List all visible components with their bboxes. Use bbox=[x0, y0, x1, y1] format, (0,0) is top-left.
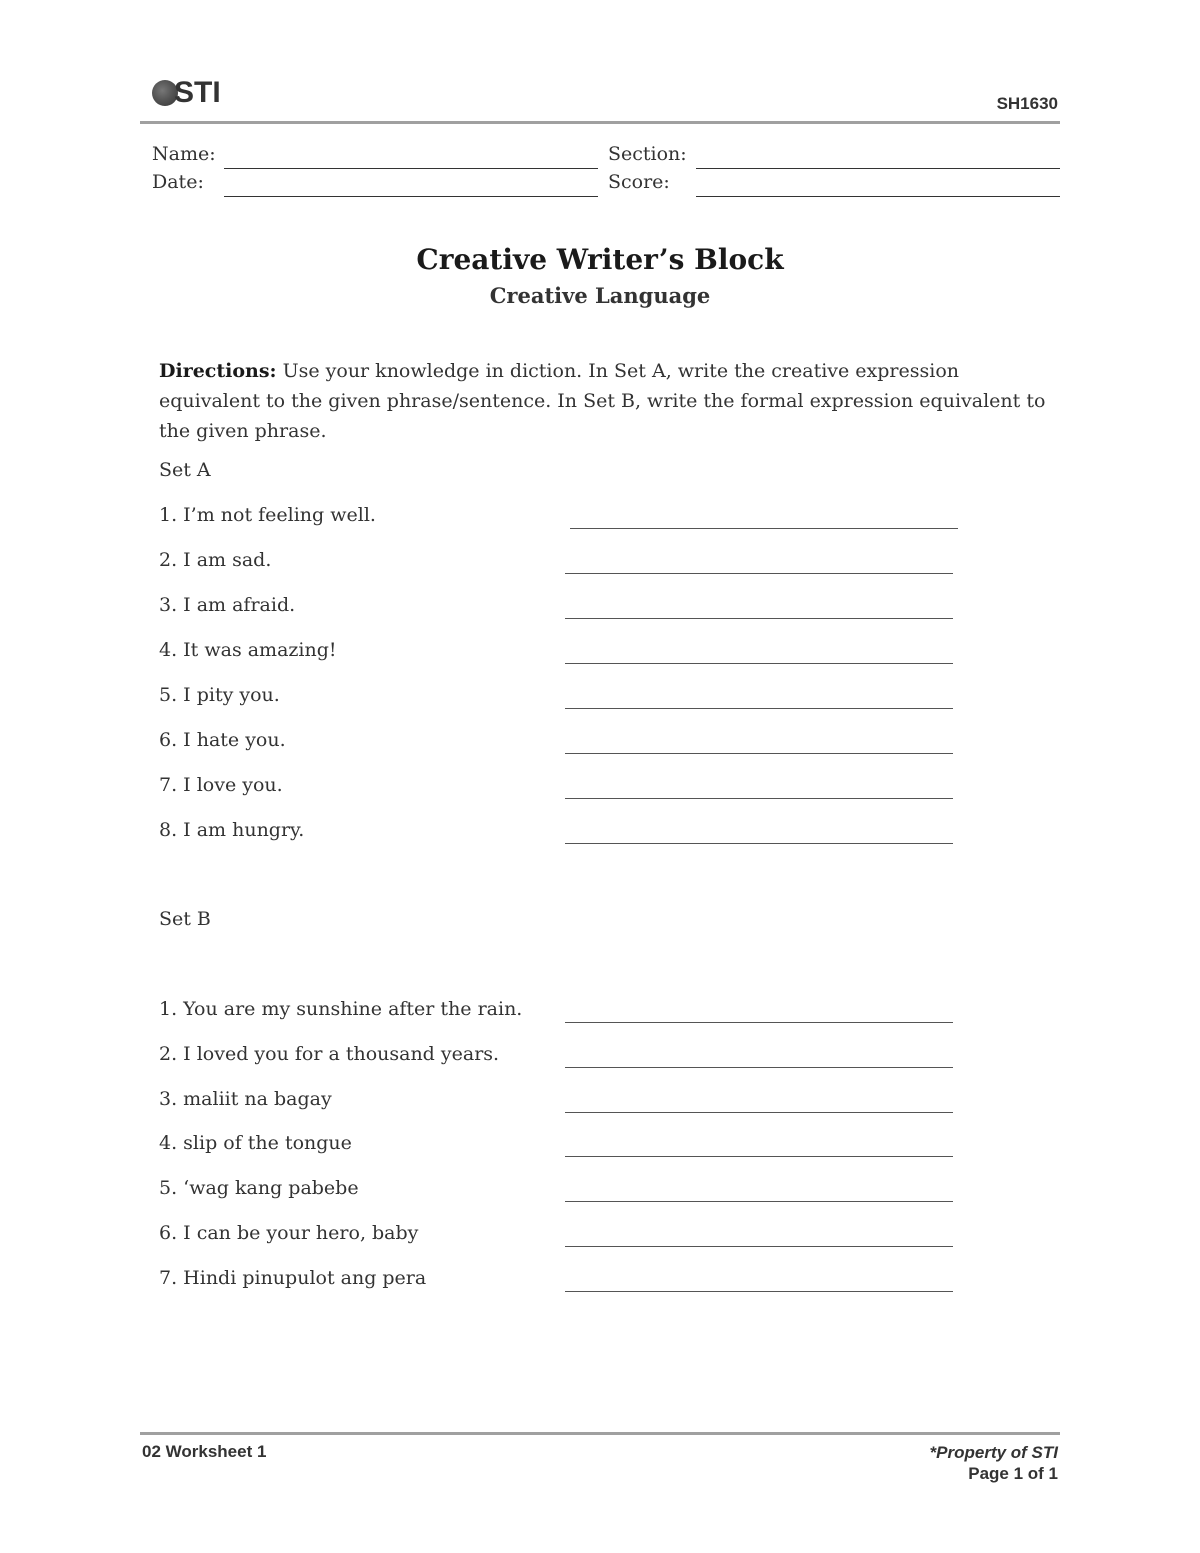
name-field[interactable] bbox=[224, 168, 598, 169]
directions bbox=[159, 356, 1059, 446]
page-subtitle: Creative Language bbox=[489, 283, 711, 308]
set-a-answer-blank[interactable] bbox=[565, 753, 953, 754]
section-label: Section: bbox=[608, 143, 687, 165]
footer-property: *Property of STI bbox=[929, 1443, 1058, 1462]
set-b-answer-blank[interactable] bbox=[565, 1291, 953, 1292]
set-b-item: 5. ‘wag kang pabebe bbox=[159, 1177, 359, 1199]
directions-text: Use your knowledge in diction. In Set A, write the creative expression equivalent to the given phrase/sentence. In Set B, write the formal expression equivalent to the given phrase. bbox=[159, 360, 1046, 442]
set-b-answer-blank[interactable] bbox=[565, 1201, 953, 1202]
set-b-item: 3. maliit na bagay bbox=[159, 1088, 332, 1110]
set-b-item: 6. I can be your hero, baby bbox=[159, 1222, 419, 1244]
set-b-item: 2. I loved you for a thousand years. bbox=[159, 1043, 500, 1065]
set-a-answer-blank[interactable] bbox=[565, 708, 953, 709]
set-a-item: 6. I hate you. bbox=[159, 729, 286, 751]
date-field[interactable] bbox=[224, 196, 598, 197]
set-a-answer-blank[interactable] bbox=[565, 573, 953, 574]
set-b-item: 1. You are my sunshine after the rain. bbox=[159, 998, 523, 1020]
footer-worksheet-label: 02 Worksheet 1 bbox=[142, 1442, 267, 1461]
set-a-item: 3. I am afraid. bbox=[159, 594, 296, 616]
set-b-item: 7. Hindi pinupulot ang pera bbox=[159, 1267, 427, 1289]
set-b-answer-blank[interactable] bbox=[565, 1112, 953, 1113]
score-label: Score: bbox=[608, 171, 670, 193]
section-field[interactable] bbox=[696, 168, 1060, 169]
directions-lead: Directions: bbox=[159, 360, 277, 382]
set-b-answer-blank[interactable] bbox=[565, 1022, 953, 1023]
set-b-answer-blank[interactable] bbox=[565, 1246, 953, 1247]
name-label: Name: bbox=[152, 143, 216, 165]
sti-logo bbox=[152, 76, 224, 112]
set-a-answer-blank[interactable] bbox=[565, 843, 953, 844]
logo-text: STI bbox=[174, 76, 221, 109]
set-a-answer-blank[interactable] bbox=[565, 798, 953, 799]
score-field[interactable] bbox=[696, 196, 1060, 197]
date-label: Date: bbox=[152, 171, 204, 193]
set-b-answer-blank[interactable] bbox=[565, 1067, 953, 1068]
set-a-label: Set A bbox=[159, 459, 211, 481]
set-a-item: 1. I’m not feeling well. bbox=[159, 504, 376, 526]
footer-right bbox=[930, 1442, 1058, 1484]
document-code: SH1630 bbox=[996, 94, 1058, 113]
footer-page-number: Page 1 of 1 bbox=[968, 1464, 1058, 1483]
footer-rule bbox=[140, 1432, 1060, 1435]
set-a-answer-blank[interactable] bbox=[565, 618, 953, 619]
set-b-answer-blank[interactable] bbox=[565, 1156, 953, 1157]
set-a-answer-blank[interactable] bbox=[570, 528, 958, 529]
set-a-item: 2. I am sad. bbox=[159, 549, 272, 571]
set-a-item: 5. I pity you. bbox=[159, 684, 280, 706]
set-a-item: 8. I am hungry. bbox=[159, 819, 305, 841]
header-rule bbox=[140, 121, 1060, 124]
set-a-item: 7. I love you. bbox=[159, 774, 283, 796]
set-b-item: 4. slip of the tongue bbox=[159, 1132, 352, 1154]
set-a-item: 4. It was amazing! bbox=[159, 639, 337, 661]
set-b-label: Set B bbox=[159, 908, 211, 930]
set-a-answer-blank[interactable] bbox=[565, 663, 953, 664]
page-title: Creative Writer’s Block bbox=[416, 243, 784, 276]
